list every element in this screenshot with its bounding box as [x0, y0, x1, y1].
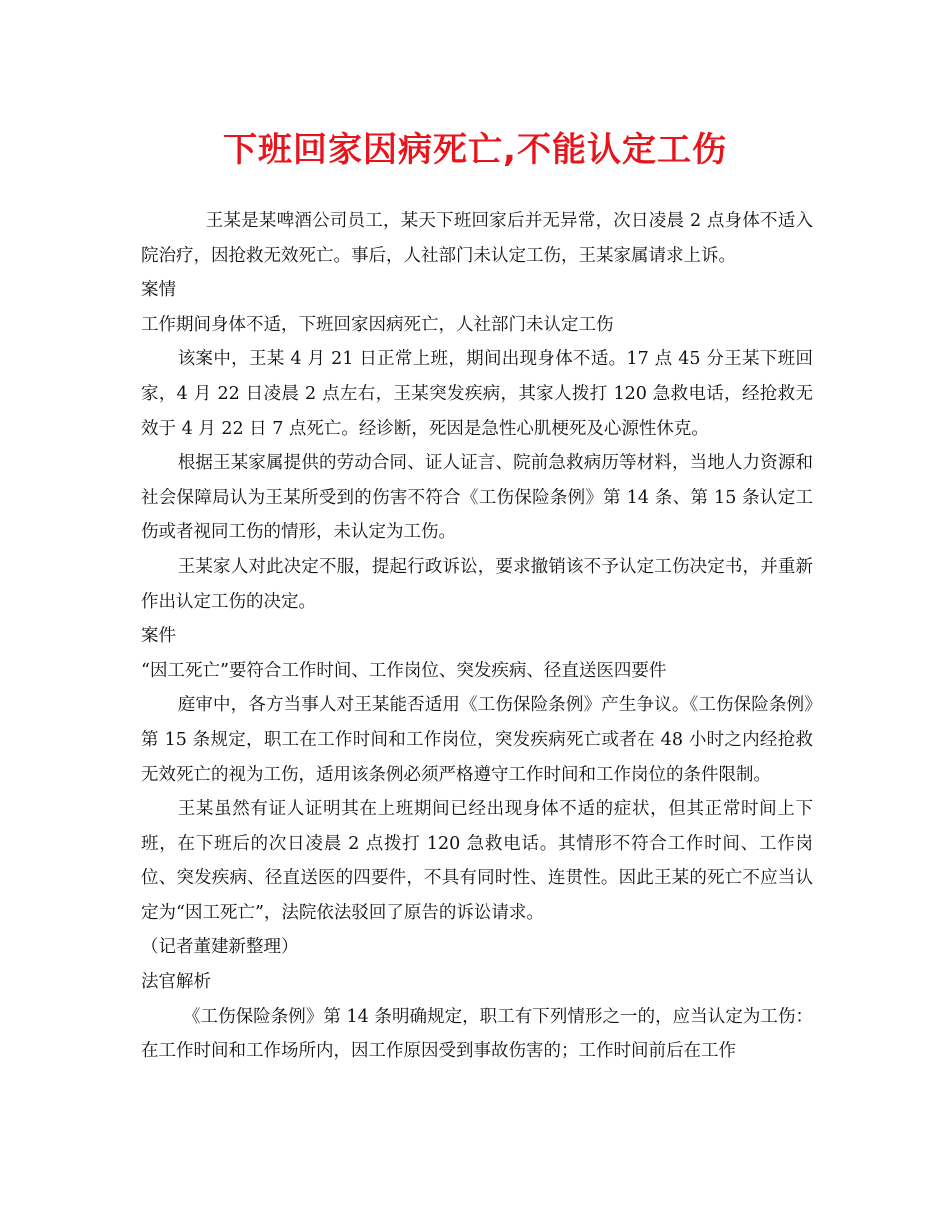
trial-subheading: “因工死亡”要符合工作时间、工作岗位、突发疾病、径直送医四要件 — [141, 660, 667, 681]
trial-paragraph-1: 庭审中，各方当事人对王某能否适用《工伤保险条例》产生争议。《工伤保险条例》第 15 条规定，职工在工作时间和工作岗位，突发疾病死亡或者在 48 小时之内经抢救无效死亡的视为工伤，适用该条例必须严格遵守工作时间和工作岗位的条件限制。 — [141, 695, 813, 785]
section-heading-case: 案情 — [141, 280, 176, 301]
section-heading-trial: 案件 — [141, 626, 176, 647]
document-title: 下班回家因病死亡,不能认定工伤 — [223, 130, 727, 170]
case-paragraph-3: 王某家人对此决定不服，提起行政诉讼，要求撤销该不予认定工伤决定书，并重新作出认定工伤的决定。 — [141, 556, 813, 612]
case-subheading: 工作期间身体不适，下班回家因病死亡，人社部门未认定工伤 — [141, 314, 614, 335]
case-paragraph-1: 该案中，王某 4 月 21 日正常上班，期间出现身体不适。17 点 45 分王某下班回家，4 月 22 日凌晨 2 点左右，王某突发疾病，其家人拨打 120 急救电话，经抢救无效于 4 月 22 日 7 点死亡。经诊断，死因是急性心肌梗死及心源性休克。 — [141, 349, 813, 439]
intro-paragraph: 王某是某啤酒公司员工，某天下班回家后并无异常，次日凌晨 2 点身体不适入院治疗，因抢救无效死亡。事后，人社部门未认定工伤，王某家属请求上诉。 — [141, 211, 813, 266]
trial-paragraph-2: 王某虽然有证人证明其在上班期间已经出现身体不适的症状，但其正常时间上下班，在下班后的次日凌晨 2 点拨打 120 急救电话。其情形不符合工作时间、工作岗位、突发疾病、径直送医的四要件，不具有同时性、连贯性。因此王某的死亡不应当认定为“因工死亡”，法院依法驳回了原告的诉讼请求。 — [141, 799, 813, 923]
case-paragraph-2: 根据王某家属提供的劳动合同、证人证言、院前急救病历等材料，当地人力资源和社会保障局认为王某所受到的伤害不符合《工伤保险条例》第 14 条、第 15 条认定工伤或者视同工伤的情形，未认定为工伤。 — [141, 453, 813, 543]
reporter-note: （记者董建新整理） — [141, 937, 299, 958]
section-heading-analysis: 法官解析 — [141, 972, 211, 993]
analysis-paragraph-1: 《工伤保险条例》第 14 条明确规定，职工有下列情形之一的，应当认定为工伤：在工作时间和工作场所内，因工作原因受到事故伤害的；工作时间前后在工作 — [141, 1006, 813, 1062]
document-body — [141, 204, 813, 1069]
